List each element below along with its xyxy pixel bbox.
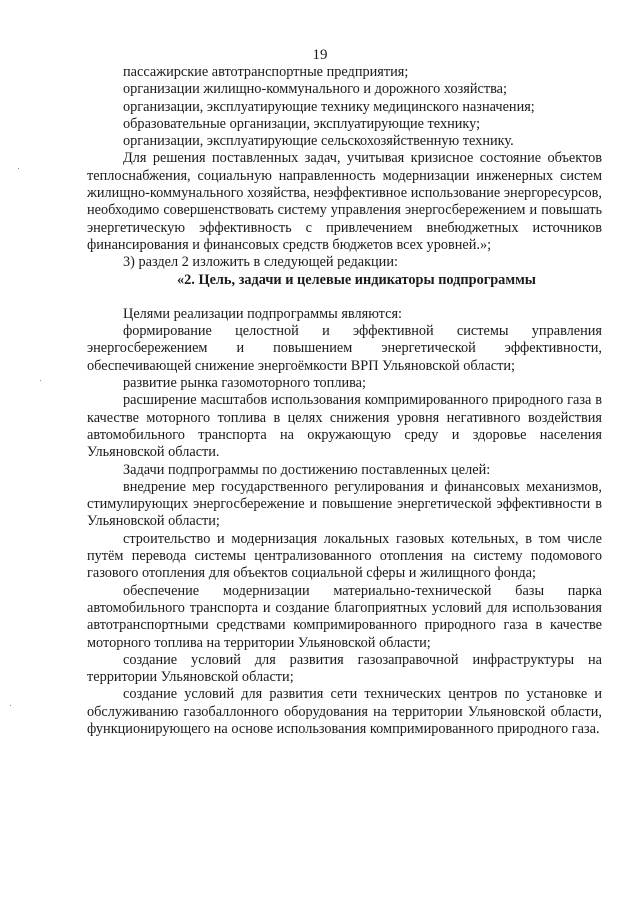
paragraph: Для решения поставленных задач, учитывая кризисное состояние объектов теплоснабжения, социальную направленность модернизации инженерных систем жилищно-коммунального хозяйства, неэффективное использование энергоресурсов, необходимо совершенствовать систему управления энергосбережением и повышать энергетическую эффективность с привлечением внебюджетных источников финансирования и финансовых средств бюджетов всех уровней.»; [87, 150, 602, 253]
paragraph: создание условий для развития сети технических центров по установке и обслуживанию газобаллонного оборудования на территории Ульяновской области, функционирующего на основе использования компримированного природного газа. [87, 686, 602, 737]
paragraph: организации, эксплуатирующие сельскохозяйственную технику. [123, 133, 514, 150]
paragraph: развитие рынка газомоторного топлива; [123, 375, 366, 392]
paragraph: строительство и модернизация локальных газовых котельных, в том числе путём перевода системы централизованного отопления на систему подомового газового отопления для объектов социальной сферы и жилищного фонда; [87, 530, 602, 582]
paragraph: создание условий для развития газозаправочной инфраструктуры на территории Ульяновской области; [87, 651, 602, 686]
paragraph: расширение масштабов использования компримированного природного газа в качестве моторного топлива в целях снижения уровня негативного воздействия автомобильного транспорта на окружающую среду и здоровье населения Ульяновской области. [87, 392, 602, 461]
paragraph: формирование целостной и эффективной системы управления энергосбережением и повышением энергетической эффективности, обеспечивающей снижение энергоёмкости ВРП Ульяновской области; [87, 323, 602, 374]
paragraph: организации, эксплуатирующие технику медицинского назначения; [123, 98, 535, 115]
paragraph: Целями реализации подпрограммы являются: [123, 305, 402, 322]
paragraph: обеспечение модернизации материально-технической базы парка автомобильного транспорта и создание благоприятных условий для использования автотранспортными средствами компримированного природного газа в качестве моторного топлива на территории Ульяновской области; [87, 582, 602, 651]
paragraph: 3) раздел 2 изложить в следующей редакции: [123, 254, 398, 271]
paragraph: организации жилищно-коммунального и дорожного хозяйства; [123, 81, 507, 98]
page-number: 19 [312, 47, 328, 63]
section-heading: «2. Цель, задачи и целевые индикаторы подпрограммы [177, 271, 536, 288]
paragraph: образовательные организации, эксплуатирующие технику; [123, 115, 481, 132]
paragraph: Задачи подпрограммы по достижению поставленных целей: [123, 461, 491, 478]
paragraph: пассажирские автотранспортные предприятия; [123, 64, 409, 80]
scan-dot [10, 705, 11, 706]
scan-dot [18, 168, 19, 169]
paragraph: внедрение мер государственного регулирования и финансовых механизмов, стимулирующих энергосбережение и повышение энергетической эффективности в Ульяновской области; [87, 478, 602, 530]
scan-dot [40, 380, 41, 381]
document-body [87, 64, 602, 738]
